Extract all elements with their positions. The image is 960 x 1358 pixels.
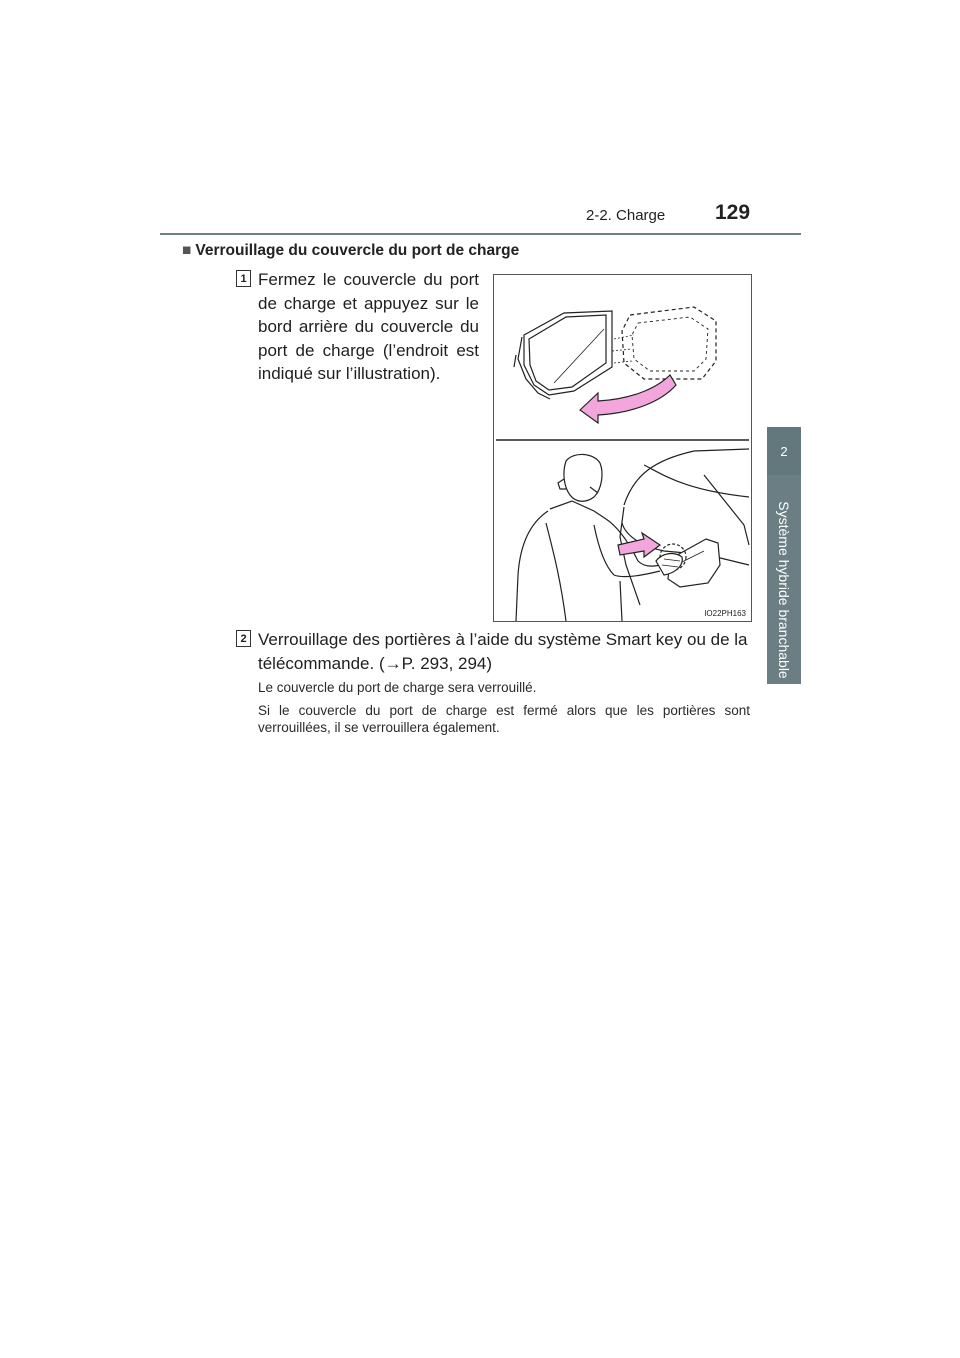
page-number: 129 [715, 201, 751, 224]
figure-code: IO22PH163 [704, 609, 746, 618]
step-1-text: Fermez le couvercle du port de charge et appuyez sur le bord arrière du couvercle du port de charge (l’endroit est indiqué sur l’illustration). [258, 270, 479, 383]
step-number-2: 2 [236, 630, 251, 647]
chapter-title: Système hybride branchable [776, 501, 792, 679]
charge-lid-diagram [514, 307, 716, 399]
step-2-text: Verrouillage des portières à l’aide du système Smart key ou de la télécommande. (→P. 293, 294) [258, 630, 748, 673]
note-2: Si le couvercle du port de charge est fermé alors que les portières sont verrouillées, il se verrouillera également. [258, 703, 750, 735]
square-bullet-icon: ■ [182, 242, 192, 259]
header-divider [160, 233, 801, 235]
charge-port-illustration [494, 275, 751, 621]
subheading-text: Verrouillage du couvercle du port de charge [195, 242, 520, 259]
section-title: 2-2. Charge [586, 207, 666, 224]
closing-arrow-icon [580, 375, 676, 423]
push-arrow-icon [618, 533, 660, 557]
note-1: Le couvercle du port de charge sera verrouillé. [258, 680, 537, 695]
chapter-tab-number[interactable] [767, 427, 801, 475]
illustration [493, 274, 752, 622]
subheading [182, 242, 519, 260]
person-pressing-lid [516, 449, 749, 621]
step-number-1: 1 [236, 270, 251, 287]
chapter-number: 2 [780, 443, 788, 459]
